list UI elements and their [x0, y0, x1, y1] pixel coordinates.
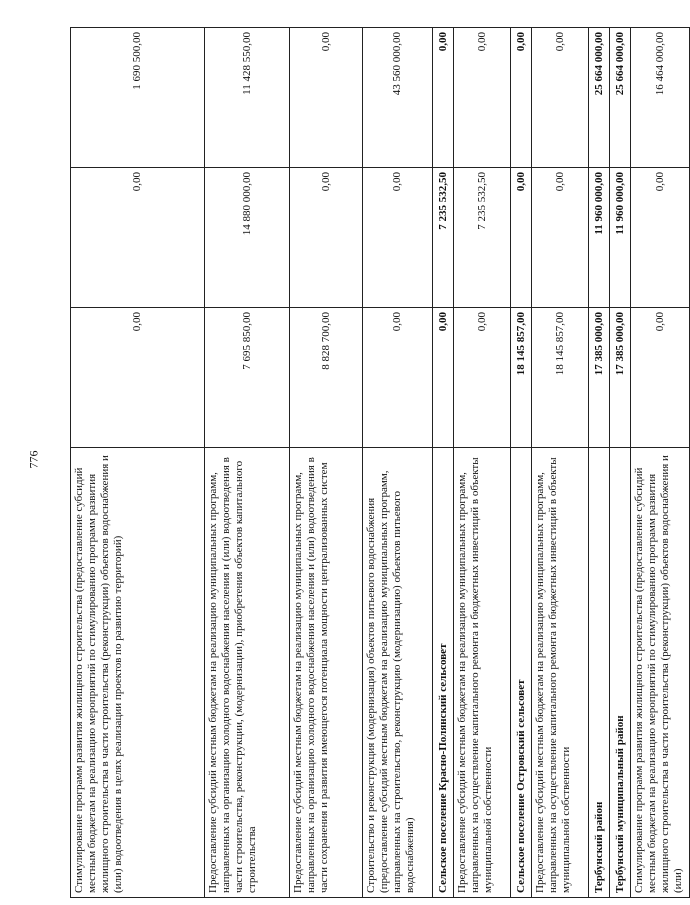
- table-row: [205, 28, 290, 898]
- row-value-2: 11 960 000,00: [589, 168, 610, 308]
- row-description: Тербунский муниципальный район: [610, 448, 631, 898]
- row-value-1: 0,00: [631, 308, 690, 448]
- table-row: [610, 28, 631, 898]
- table-frame: [70, 28, 684, 898]
- row-value-1: 0,00: [71, 308, 205, 448]
- row-value-2: 11 960 000,00: [610, 168, 631, 308]
- row-description: Строительство и реконструкция (модернизация) объектов питьевого водоснабжения (предоставление субсидий местным бюджетам на реализацию муниципальных программ, направленных на строительство, реконструкцию (модернизацию) объектов питьевого водоснабжения): [363, 448, 433, 898]
- row-value-1: 7 695 850,00: [205, 308, 290, 448]
- row-value-3: 25 664 000,00: [610, 28, 631, 168]
- table-row: [433, 28, 454, 898]
- row-value-2: 14 880 000,00: [205, 168, 290, 308]
- row-value-2: 0,00: [363, 168, 433, 308]
- row-value-3: 0,00: [433, 28, 454, 168]
- row-description: Сельское поселение Красно-Полянский сельсовет: [433, 448, 454, 898]
- row-description: Предоставление субсидий местным бюджетам на реализацию муниципальных программ, направленных на организацию холодного водоснабжения населения и (или) водоотведения в части сохранения и развития имеющегося потенциала мощности централизованных систем: [290, 448, 363, 898]
- row-value-1: 17 385 000,00: [610, 308, 631, 448]
- row-value-1: 8 828 700,00: [290, 308, 363, 448]
- row-value-1: 18 145 857,00: [532, 308, 589, 448]
- subsidy-table: [70, 27, 690, 898]
- row-value-3: 16 464 000,00: [631, 28, 690, 168]
- row-value-2: 7 235 532,50: [454, 168, 511, 308]
- row-value-2: 7 235 532,50: [433, 168, 454, 308]
- row-value-3: 1 690 500,00: [71, 28, 205, 168]
- table-row: [363, 28, 433, 898]
- row-value-3: 0,00: [511, 28, 532, 168]
- subsidy-table-body: [71, 28, 690, 898]
- row-value-2: 0,00: [631, 168, 690, 308]
- row-description: Предоставление субсидий местным бюджетам на реализацию муниципальных программ, направленных на организацию холодного водоснабжения населения и (или) водоотведения в части строительства, реконструкции, (модернизации), приобретения объектов капитального строительства: [205, 448, 290, 898]
- row-value-2: 0,00: [511, 168, 532, 308]
- row-value-1: 17 385 000,00: [589, 308, 610, 448]
- table-row: [511, 28, 532, 898]
- row-description: Стимулирование программ развития жилищного строительства (предоставление субсидий местным бюджетам на реализацию мероприятий по стимулированию программ развития жилищного строительства в части строительства (реконструкции) объектов водоснабжения и (или): [631, 448, 690, 898]
- row-value-1: 0,00: [454, 308, 511, 448]
- row-value-3: 11 428 550,00: [205, 28, 290, 168]
- row-description: Сельское поселение Островский сельсовет: [511, 448, 532, 898]
- table-row: [589, 28, 610, 898]
- table-row: [454, 28, 511, 898]
- row-value-2: 0,00: [290, 168, 363, 308]
- row-value-1: 0,00: [433, 308, 454, 448]
- row-value-3: 0,00: [532, 28, 589, 168]
- row-value-3: 43 560 000,00: [363, 28, 433, 168]
- row-value-3: 25 664 000,00: [589, 28, 610, 168]
- table-row: [71, 28, 205, 898]
- row-value-2: 0,00: [71, 168, 205, 308]
- table-row: [532, 28, 589, 898]
- row-value-3: 0,00: [290, 28, 363, 168]
- row-value-1: 0,00: [363, 308, 433, 448]
- rotated-table-container: [70, 28, 684, 898]
- row-description: Тербунский район: [589, 448, 610, 898]
- row-description: Стимулирование программ развития жилищного строительства (предоставление субсидий местным бюджетам на реализацию мероприятий по стимулированию программ развития жилищного строительства в части строительства (реконструкции) объектов водоснабжения и (или) водоотведения в целях реализации проектов по развитию территорий): [71, 448, 205, 898]
- row-value-1: 18 145 857,00: [511, 308, 532, 448]
- row-description: Предоставление субсидий местным бюджетам на реализацию муниципальных программ, направленных на осуществление капитального ремонта и бюджетных инвестиций в объекты муниципальной собственности: [454, 448, 511, 898]
- table-row: [631, 28, 690, 898]
- row-value-3: 0,00: [454, 28, 511, 168]
- table-row: [290, 28, 363, 898]
- page-number: 776: [26, 450, 41, 469]
- row-description: Предоставление субсидий местным бюджетам на реализацию муниципальных программ, направленных на осуществление капитального ремонта и бюджетных инвестиций в объекты муниципальной собственности: [532, 448, 589, 898]
- row-value-2: 0,00: [532, 168, 589, 308]
